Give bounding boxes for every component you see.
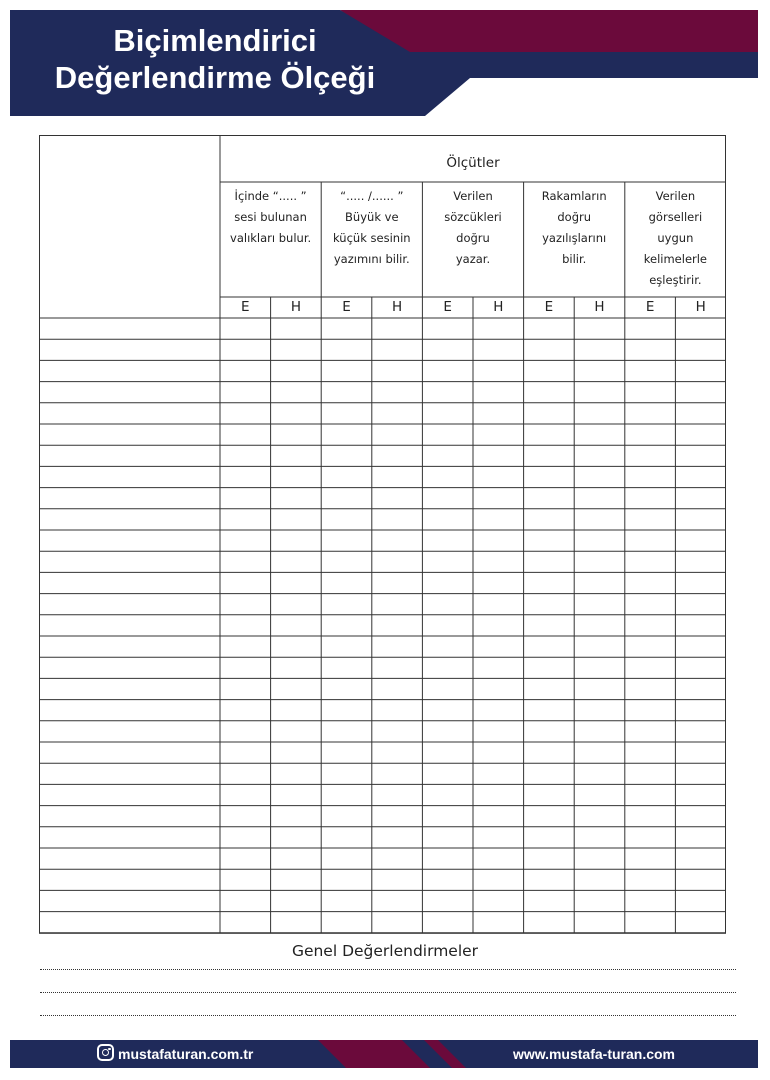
criterion-text-line: doğru yazılışlarını xyxy=(542,210,607,245)
e-label: E xyxy=(645,299,655,315)
criteria-group-header: Ölçütler xyxy=(446,155,500,171)
criterion-text-line: uygun xyxy=(657,231,694,245)
criterion-header-1 xyxy=(220,186,321,249)
e-label: E xyxy=(443,299,452,315)
page-title xyxy=(20,22,410,96)
criterion-text-line: kelimelerle xyxy=(643,252,708,266)
e-label: E xyxy=(544,299,554,315)
criterion-text-line: “..... /...... ” xyxy=(340,189,404,203)
h-label: H xyxy=(493,299,504,315)
criterion-text-line: Büyük ve xyxy=(345,210,399,224)
criterion-text-line: görselleri xyxy=(648,210,703,224)
criterion-text-line: İçinde “..... ” xyxy=(234,189,307,203)
criterion-header-3 xyxy=(422,186,523,270)
criterion-text-line: yazımını bilir. xyxy=(333,252,410,266)
criterion-text-line: sesi bulunan xyxy=(234,210,307,224)
criterion-header-2 xyxy=(321,186,422,270)
title-line-2: Değerlendirme Ölçeği xyxy=(54,60,376,95)
h-label: H xyxy=(695,299,706,315)
criterion-header-4 xyxy=(524,186,625,270)
website-link[interactable]: www.mustafa-turan.com xyxy=(512,1046,675,1062)
e-label: E xyxy=(342,299,351,315)
h-label: H xyxy=(290,299,301,315)
criterion-header-5 xyxy=(625,186,726,291)
criterion-text-line: sözcükleri xyxy=(444,210,502,224)
h-label: H xyxy=(594,299,605,315)
h-label: H xyxy=(392,299,403,315)
criterion-text-line: eşleştirir. xyxy=(649,273,702,287)
header-banner xyxy=(0,0,770,130)
criterion-text-line: Rakamların xyxy=(541,189,607,203)
title-line-1: Biçimlendirici xyxy=(113,23,317,58)
criterion-text-line: Verilen xyxy=(453,189,493,203)
assessment-table xyxy=(39,135,726,933)
evaluation-line-3[interactable] xyxy=(40,1015,736,1016)
instagram-icon xyxy=(97,1044,114,1061)
evaluation-line-1[interactable] xyxy=(40,969,736,970)
evaluation-line-2[interactable] xyxy=(40,992,736,993)
criterion-text-line: doğru xyxy=(456,231,490,245)
criterion-text-line: küçük sesinin xyxy=(333,231,411,245)
criterion-text-line: yazar. xyxy=(455,252,491,266)
instagram-handle[interactable]: mustafaturan.com.tr xyxy=(118,1046,254,1062)
e-label: E xyxy=(241,299,250,315)
criterion-text-line: Verilen xyxy=(655,189,696,203)
general-evaluation-label: Genel Değerlendirmeler xyxy=(291,942,479,960)
criterion-text-line: bilir. xyxy=(562,252,587,266)
criterion-text-line: valıkları bulur. xyxy=(230,231,312,245)
